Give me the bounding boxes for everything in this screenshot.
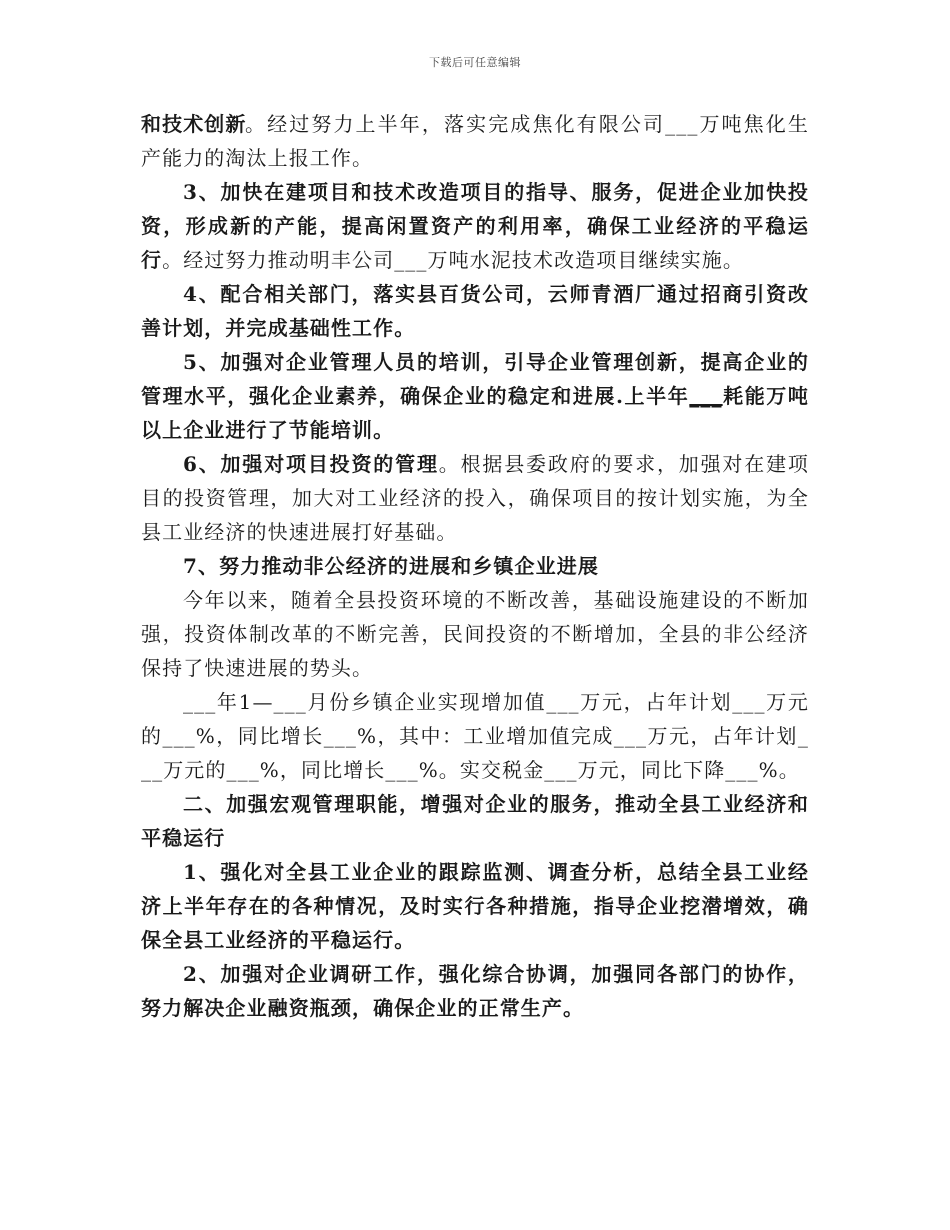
paragraph-section2-item-1 [141, 855, 809, 957]
section-heading-2-text: 二、加强宏观管理职能，增强对企业的服务，推动全县工业经济和平稳运行 [141, 792, 809, 850]
paragraph-township-statistics [141, 685, 809, 787]
page-header: 下载后可任意编辑 [429, 56, 521, 69]
paragraph-item-6-text: 。根据县委政府的要求，加强对在建项目的投资管理，加大对工业经济的投入，确保项目的按计划实施，为全县工业经济的快速进展打好基础。 [141, 452, 809, 544]
paragraph-technical-innovation [141, 107, 809, 175]
paragraph-nonpublic-economy [141, 583, 809, 685]
paragraph-item-3-bold: 3、加快在建项目和技术改造项目的指导、服务，促进企业加快投资，形成新的产能，提高闲置资产的利用率，确保工业经济的平稳运行 [141, 180, 809, 272]
paragraph-text-line2: 产能力的淘汰上报工作。 [141, 146, 374, 170]
paragraph-item-5-blank: ___ [689, 384, 723, 408]
document-body [141, 107, 809, 1025]
paragraph-section2-item-2-bold: 2、加强对企业调研工作，强化综合协调，加强同各部门的协作，努力解决企业融资瓶颈，确保企业的正常生产。 [141, 962, 809, 1020]
paragraph-text-line1: 。经过努力上半年，落实完成焦化有限公司___万吨焦化生 [245, 112, 809, 136]
paragraph-item-3 [141, 175, 809, 277]
paragraph-nonpublic-economy-text: 今年以来，随着全县投资环境的不断改善，基础设施建设的不断加强，投资体制改革的不断完善，民间投资的不断增加，全县的非公经济保持了快速进展的势头。 [141, 588, 809, 680]
paragraph-township-statistics-text: ___年1—___月份乡镇企业实现增加值___万元，占年计划___万元的___%，同比增长___%，其中：工业增加值完成___万元，占年计划___万元的___%，同比增长___%。实交税金___万元，同比下降___%。 [141, 690, 809, 782]
paragraph-item-7-bold: 7、努力推动非公经济的进展和乡镇企业进展 [183, 554, 599, 578]
paragraph-item-3-text: 。经过努力推动明丰公司___万吨水泥技术改造项目继续实施。 [162, 248, 745, 272]
paragraph-item-4 [141, 277, 809, 345]
paragraph-item-5 [141, 345, 809, 447]
paragraph-section2-item-1-bold: 1、强化对全县工业企业的跟踪监测、调查分析，总结全县工业经济上半年存在的各种情况，及时实行各种措施，指导企业挖潜增效，确保全县工业经济的平稳运行。 [141, 860, 809, 952]
paragraph-section2-item-2 [141, 957, 809, 1025]
paragraph-item-5-bold: 5、加强对企业管理人员的培训，引导企业管理创新，提高企业的管理水平，强化企业素养，确保企业的稳定和进展.上半年 [141, 350, 809, 408]
paragraph-item-6-bold: 6、加强对项目投资的管理 [183, 452, 439, 476]
paragraph-item-4-bold: 4、配合相关部门，落实县百货公司，云师青酒厂通过招商引资改善计划，并完成基础性工作。 [141, 282, 809, 340]
paragraph-item-6 [141, 447, 809, 549]
paragraph-bold-lead: 和技术创新 [141, 112, 247, 136]
section-heading-2 [141, 787, 809, 855]
paragraph-item-5-bold-end: 耗能万吨以上企业进行了节能培训。 [141, 384, 810, 442]
paragraph-item-7 [141, 549, 809, 583]
